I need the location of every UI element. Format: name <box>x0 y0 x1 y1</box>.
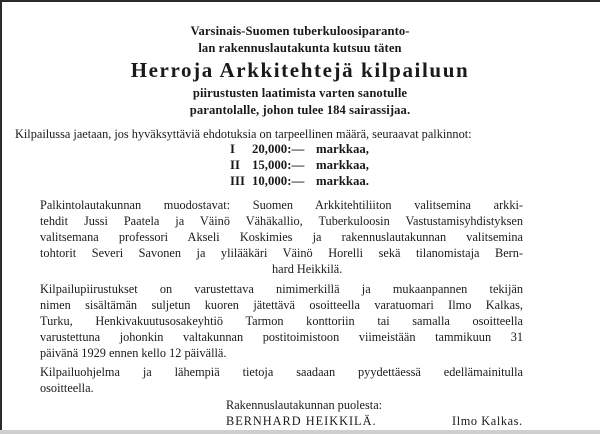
submission-line-4: varustettuna johonkin valtakunnan postitoimistoon viimeistään tammikuun 31 <box>40 330 523 344</box>
prize-unit: markkaa, <box>316 158 369 172</box>
bottom-border-rule <box>0 430 600 434</box>
jury-line-2: tehdit Jussi Paatela ja Väinö Vähäkallio, Tuberkuloosin Vastustamisyhdistyksen <box>40 214 523 228</box>
prize-row-2 <box>230 158 369 173</box>
prize-unit: markkaa. <box>316 174 369 188</box>
jury-line-4: tohtorit Severi Savonen ja ylilääkäri Väinö Horelli sekä tilanomistaja Bern- <box>40 246 523 260</box>
prize-amount: 15,000:— <box>252 158 305 172</box>
signature-on-behalf: Rakennuslautakunnan puolesta: <box>226 398 383 412</box>
prize-unit: markkaa, <box>316 142 369 156</box>
submission-line-5: päivänä 1929 ennen kello 12 päivällä. <box>40 346 227 360</box>
jury-line-1: Palkintolautakunnan muodostavat: Suomen Arkkitehtiliiton valitsemina arkki- <box>40 198 523 212</box>
ad-title: Herroja Arkkitehtejä kilpailuun <box>130 58 470 82</box>
prize-rank: I <box>230 142 235 156</box>
intro-text: Kilpailussa jaetaan, jos hyväksyttäviä ehdotuksia on tarpeellinen määrä, seuraavat palkinnot: <box>15 127 472 141</box>
prize-rank: II <box>230 158 240 172</box>
header-line-2: lan rakennuslautakunta kutsuu täten <box>198 41 402 55</box>
left-border-rule <box>0 0 2 434</box>
header-line-1: Varsinais-Suomen tuberkuloosiparanto- <box>190 24 410 38</box>
submission-line-2: nimen sisältämän suljetun kuoren jätettävä osoitteella varatuomari Ilmo Kalkas, <box>40 298 523 312</box>
prize-amount: 20,000:— <box>252 142 305 156</box>
header-line-3: piirustusten laatimista varten sanotulle <box>192 86 408 100</box>
header-line-4: parantolalle, johon tulee 184 sairassijaa. <box>189 103 411 117</box>
program-line-1: Kilpailuohjelma ja lähempiä tietoja saadaan pyydettäessä edellämainitulla <box>40 365 523 379</box>
top-border-rule <box>0 0 600 2</box>
signature-name: BERNHARD HEIKKILÄ. <box>226 414 377 428</box>
submission-line-3: Turku, Henkivakuutusosakeyhtiö Tarmon konttoriin tai samalla osoitteella <box>40 314 523 328</box>
jury-line-5: hard Heikkilä. <box>272 262 343 276</box>
program-line-2: osoitteella. <box>40 381 94 395</box>
submission-line-1: Kilpailupiirustukset on varustettava nimimerkillä ja mukaanpannen tekijän <box>40 282 523 296</box>
prize-rank: III <box>230 174 245 188</box>
jury-line-3: valitsemana professori Akseli Koskimies ja rakennuslautakunnan valitsemina <box>40 230 523 244</box>
signature-secretary: Ilmo Kalkas. <box>452 414 523 428</box>
prize-amount: 10,000:— <box>252 174 305 188</box>
prize-row-3 <box>230 174 369 189</box>
prize-row-1 <box>230 142 369 157</box>
